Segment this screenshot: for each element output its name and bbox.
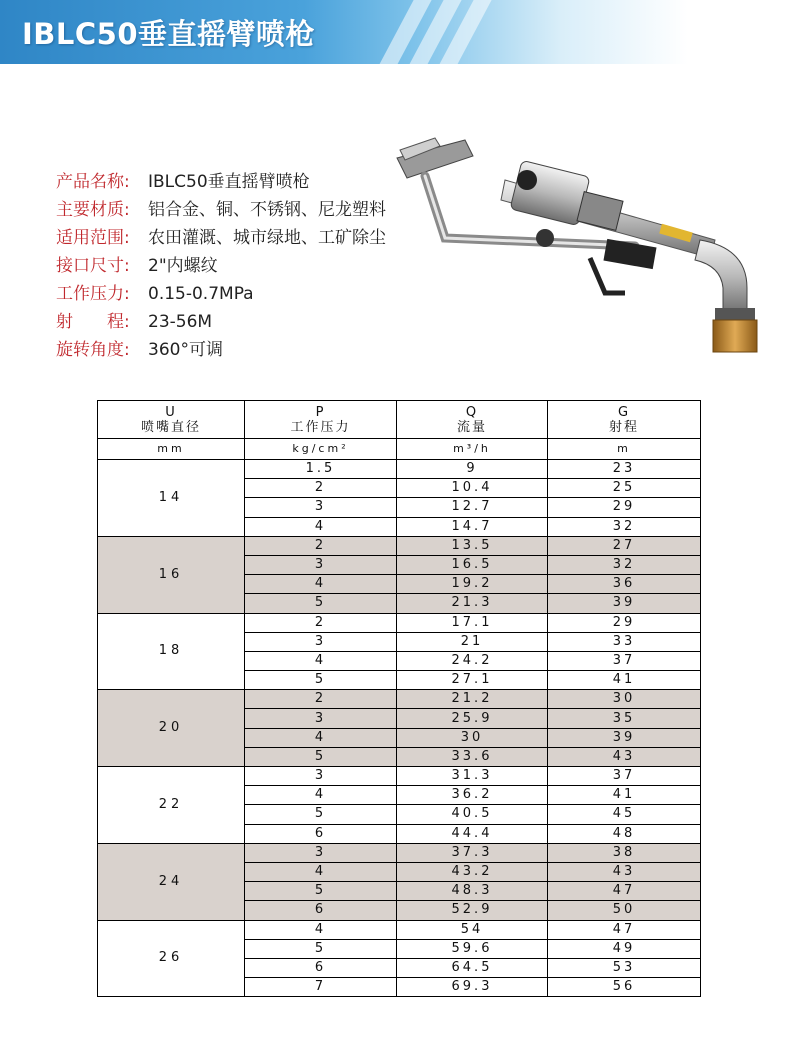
spec-item <box>56 280 386 308</box>
spec-item <box>56 196 386 224</box>
spec-label: 主要材质: <box>56 200 130 220</box>
pressure-cell: 6 <box>245 824 397 843</box>
header-name: 喷嘴直径 <box>140 419 201 435</box>
spec-value: 360°可调 <box>148 340 223 360</box>
table-row <box>98 767 701 786</box>
spec-item <box>56 336 386 364</box>
range-cell: 30 <box>548 690 701 709</box>
flow-cell: 16.5 <box>397 555 548 574</box>
table-row <box>98 613 701 632</box>
range-cell: 32 <box>548 517 701 536</box>
header-symbol: U <box>165 404 177 420</box>
spec-value: 2"内螺纹 <box>148 256 218 276</box>
flow-cell: 10.4 <box>397 479 548 498</box>
pressure-cell: 7 <box>245 978 397 997</box>
unit-cell: mm <box>98 439 245 460</box>
header-symbol: P <box>315 404 326 420</box>
flow-cell: 24.2 <box>397 651 548 670</box>
pressure-cell: 4 <box>245 575 397 594</box>
spec-value: 铝合金、铜、不锈钢、尼龙塑料 <box>148 200 386 220</box>
flow-cell: 52.9 <box>397 901 548 920</box>
pressure-cell: 3 <box>245 843 397 862</box>
diameter-cell: 18 <box>98 613 245 690</box>
header-name: 工作压力 <box>290 419 351 435</box>
range-cell: 48 <box>548 824 701 843</box>
spec-item <box>56 308 386 336</box>
flow-cell: 69.3 <box>397 978 548 997</box>
spec-item <box>56 224 386 252</box>
range-cell: 23 <box>548 460 701 479</box>
flow-cell: 14.7 <box>397 517 548 536</box>
spec-label: 射 程: <box>56 312 130 332</box>
range-cell: 35 <box>548 709 701 728</box>
range-cell: 53 <box>548 958 701 977</box>
header-name: 射程 <box>608 419 639 435</box>
range-cell: 49 <box>548 939 701 958</box>
range-cell: 41 <box>548 671 701 690</box>
pressure-cell: 5 <box>245 594 397 613</box>
performance-table <box>97 400 701 997</box>
range-cell: 39 <box>548 594 701 613</box>
flow-cell: 37.3 <box>397 843 548 862</box>
header-symbol: G <box>617 404 631 420</box>
flow-cell: 54 <box>397 920 548 939</box>
table-row <box>98 536 701 555</box>
pressure-cell: 5 <box>245 939 397 958</box>
header-cell <box>245 401 397 439</box>
range-cell: 45 <box>548 805 701 824</box>
range-cell: 33 <box>548 632 701 651</box>
pressure-cell: 5 <box>245 747 397 766</box>
header-symbol: Q <box>465 404 479 420</box>
pressure-cell: 4 <box>245 786 397 805</box>
flow-cell: 64.5 <box>397 958 548 977</box>
flow-cell: 12.7 <box>397 498 548 517</box>
range-cell: 50 <box>548 901 701 920</box>
pressure-cell: 5 <box>245 805 397 824</box>
flow-cell: 31.3 <box>397 767 548 786</box>
pressure-cell: 3 <box>245 632 397 651</box>
diameter-cell: 20 <box>98 690 245 767</box>
range-cell: 29 <box>548 613 701 632</box>
flow-cell: 40.5 <box>397 805 548 824</box>
flow-cell: 21 <box>397 632 548 651</box>
table-row <box>98 920 701 939</box>
pressure-cell: 3 <box>245 767 397 786</box>
flow-cell: 33.6 <box>397 747 548 766</box>
range-cell: 27 <box>548 536 701 555</box>
pressure-cell: 4 <box>245 651 397 670</box>
spec-label: 工作压力: <box>56 284 130 304</box>
pressure-cell: 4 <box>245 728 397 747</box>
flow-cell: 9 <box>397 460 548 479</box>
range-cell: 36 <box>548 575 701 594</box>
flow-cell: 43.2 <box>397 862 548 881</box>
range-cell: 56 <box>548 978 701 997</box>
table-row <box>98 690 701 709</box>
range-cell: 43 <box>548 862 701 881</box>
table-header-row <box>98 401 701 439</box>
unit-cell: kg/cm² <box>245 439 397 460</box>
header-banner <box>0 0 800 64</box>
pressure-cell: 4 <box>245 517 397 536</box>
unit-cell: m³/h <box>397 439 548 460</box>
pressure-cell: 5 <box>245 671 397 690</box>
pressure-cell: 4 <box>245 862 397 881</box>
pressure-cell: 1.5 <box>245 460 397 479</box>
range-cell: 29 <box>548 498 701 517</box>
spec-list <box>56 168 386 364</box>
range-cell: 32 <box>548 555 701 574</box>
spec-item <box>56 168 386 196</box>
flow-cell: 59.6 <box>397 939 548 958</box>
range-cell: 47 <box>548 882 701 901</box>
spec-label: 适用范围: <box>56 228 130 248</box>
diameter-cell: 14 <box>98 460 245 537</box>
pressure-cell: 2 <box>245 536 397 555</box>
sprinkler-gun-image <box>385 128 780 353</box>
range-cell: 47 <box>548 920 701 939</box>
flow-cell: 19.2 <box>397 575 548 594</box>
flow-cell: 27.1 <box>397 671 548 690</box>
pressure-cell: 3 <box>245 498 397 517</box>
diameter-cell: 16 <box>98 536 245 613</box>
flow-cell: 13.5 <box>397 536 548 555</box>
pressure-cell: 6 <box>245 958 397 977</box>
pressure-cell: 2 <box>245 479 397 498</box>
pressure-cell: 6 <box>245 901 397 920</box>
pressure-cell: 3 <box>245 709 397 728</box>
pressure-cell: 3 <box>245 555 397 574</box>
flow-cell: 36.2 <box>397 786 548 805</box>
flow-cell: 17.1 <box>397 613 548 632</box>
spec-value: 23-56M <box>148 312 213 332</box>
spec-value: 农田灌溉、城市绿地、工矿除尘 <box>148 228 386 248</box>
range-cell: 37 <box>548 651 701 670</box>
flow-cell: 21.3 <box>397 594 548 613</box>
pressure-cell: 2 <box>245 690 397 709</box>
page-title: IBLC50垂直摇臂喷枪 <box>22 17 316 51</box>
spec-value: 0.15-0.7MPa <box>148 284 254 304</box>
pressure-cell: 2 <box>245 613 397 632</box>
header-cell <box>397 401 548 439</box>
pressure-cell: 4 <box>245 920 397 939</box>
spec-label: 旋转角度: <box>56 340 130 360</box>
range-cell: 41 <box>548 786 701 805</box>
flow-cell: 30 <box>397 728 548 747</box>
range-cell: 25 <box>548 479 701 498</box>
range-cell: 39 <box>548 728 701 747</box>
flow-cell: 44.4 <box>397 824 548 843</box>
table-row <box>98 460 701 479</box>
spec-value: IBLC50垂直摇臂喷枪 <box>148 172 310 192</box>
diameter-cell: 24 <box>98 843 245 920</box>
flow-cell: 25.9 <box>397 709 548 728</box>
table-unit-row <box>98 439 701 460</box>
header-cell <box>98 401 245 439</box>
header-name: 流量 <box>456 419 487 435</box>
diameter-cell: 22 <box>98 767 245 844</box>
flow-cell: 48.3 <box>397 882 548 901</box>
diameter-cell: 26 <box>98 920 245 997</box>
pressure-cell: 5 <box>245 882 397 901</box>
unit-cell: m <box>548 439 701 460</box>
header-cell <box>548 401 701 439</box>
flow-cell: 21.2 <box>397 690 548 709</box>
table-row <box>98 843 701 862</box>
spec-item <box>56 252 386 280</box>
range-cell: 37 <box>548 767 701 786</box>
spec-label: 接口尺寸: <box>56 256 130 276</box>
range-cell: 38 <box>548 843 701 862</box>
spec-label: 产品名称: <box>56 172 130 192</box>
range-cell: 43 <box>548 747 701 766</box>
